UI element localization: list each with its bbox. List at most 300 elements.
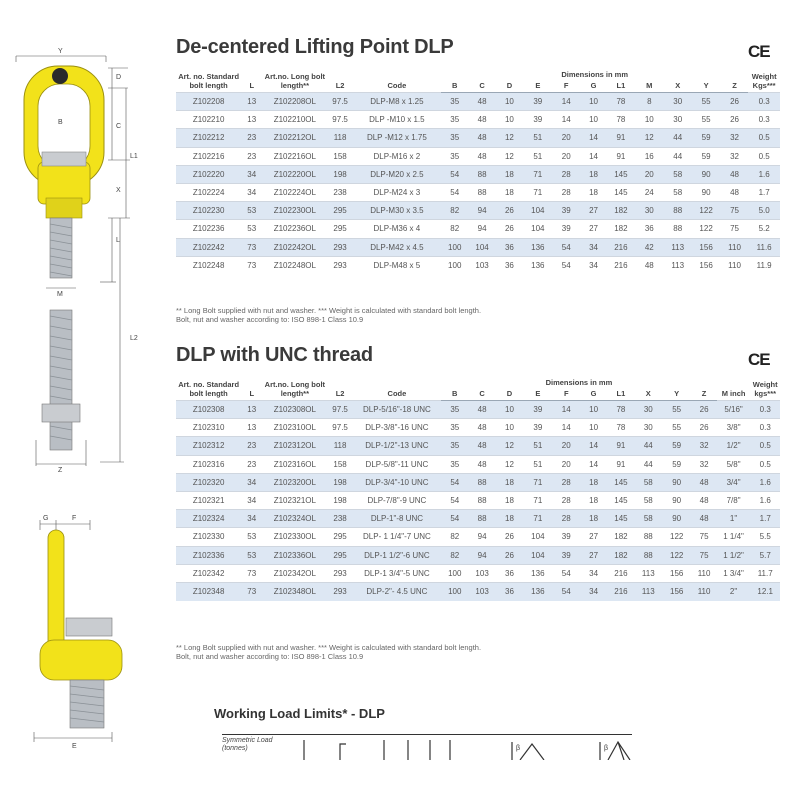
table-cell: 34 [580, 238, 607, 256]
table-cell: 118 [327, 437, 352, 455]
table-cell: 293 [327, 582, 352, 600]
col-d: D [496, 81, 523, 93]
col-dimensions-group: Dimensions in mm [545, 378, 613, 387]
table-cell: 78 [607, 419, 634, 437]
table-cell: DLP-2"- 4.5 UNC [353, 582, 441, 600]
table-cell: 26 [496, 202, 523, 220]
table-row [176, 220, 780, 238]
dlp-metric-table-body [176, 93, 780, 275]
table-cell: 51 [523, 455, 552, 473]
table-cell: 14 [580, 437, 607, 455]
table-cell: 1.6 [748, 165, 780, 183]
table-cell: 90 [691, 165, 720, 183]
dlp-metric-table [176, 66, 780, 274]
table-cell: 91 [607, 129, 634, 147]
table-cell: 75 [691, 528, 716, 546]
table-cell: 5.2 [748, 220, 780, 238]
table-cell: 35 [441, 93, 468, 111]
table-cell: DLP-M16 x 2 [353, 147, 441, 165]
table-cell: 55 [662, 419, 691, 437]
table-cell: 26 [496, 528, 523, 546]
table-cell: 54 [441, 510, 468, 528]
table-cell: 26 [691, 419, 716, 437]
col-art-long: Art.no. Long bolt length** [264, 72, 326, 90]
col-d: D [496, 389, 523, 401]
wll-label-line2: (tonnes) [222, 745, 248, 752]
col-art-long: Art.no. Long bolt length** [264, 380, 326, 398]
table-cell: 82 [441, 220, 468, 238]
table-cell: 10 [580, 401, 607, 419]
table-cell: 1 1/4" [717, 528, 751, 546]
table-cell: 58 [664, 183, 691, 201]
table-row [176, 546, 780, 564]
table-cell: 182 [607, 546, 634, 564]
table-cell: 110 [721, 256, 748, 274]
table-cell: 0.5 [750, 437, 780, 455]
table-cell: 27 [580, 220, 607, 238]
table-cell: Z102230 [176, 202, 241, 220]
table-cell: 104 [523, 202, 552, 220]
table-cell: 18 [580, 473, 607, 491]
col-l1: L1 [607, 389, 634, 401]
table-cell: 48 [468, 401, 495, 419]
col-code: Code [387, 389, 407, 398]
table-cell: 122 [662, 528, 691, 546]
col-code: Code [387, 81, 407, 90]
table-row [176, 437, 780, 455]
table-cell: Z102330OL [262, 528, 327, 546]
table-cell: 39 [523, 401, 552, 419]
table-cell: Z102242OL [262, 238, 327, 256]
table-cell: Z102316OL [262, 455, 327, 473]
table-cell: 0.3 [748, 111, 780, 129]
table-cell: 97.5 [327, 419, 352, 437]
table-cell: 82 [441, 202, 468, 220]
table-cell: 12 [496, 437, 523, 455]
table-row [176, 473, 780, 491]
table-cell: Z102316 [176, 455, 241, 473]
table-cell: 295 [327, 528, 352, 546]
table-cell: 94 [468, 220, 495, 238]
table-cell: DLP -M10 x 1.5 [353, 111, 441, 129]
col-x: X [664, 81, 691, 93]
table-cell: 238 [327, 183, 352, 201]
table-cell: 34 [580, 582, 607, 600]
table-cell: 1.7 [750, 510, 780, 528]
table-cell: 5.7 [750, 546, 780, 564]
table-cell: DLP-3/8"-16 UNC [353, 419, 441, 437]
table-cell: 238 [327, 510, 352, 528]
table-cell: 97.5 [327, 93, 352, 111]
table-cell: 156 [662, 582, 691, 600]
table-cell: 1/2" [717, 437, 751, 455]
table-cell: 10 [496, 419, 523, 437]
table-cell: 53 [241, 202, 262, 220]
table-cell: 39 [553, 528, 580, 546]
table-cell: 32 [691, 455, 716, 473]
table-cell: 54 [553, 256, 580, 274]
table-cell: 295 [327, 546, 352, 564]
beta-angle-label: β [516, 745, 521, 752]
table-cell: 5.5 [750, 528, 780, 546]
table-cell: 293 [327, 238, 352, 256]
table-cell: 73 [241, 564, 262, 582]
section1-note-standard: Bolt, nut and washer according to: ISO 898-1 Class 10.9 [176, 315, 364, 324]
table-cell: 35 [441, 129, 468, 147]
wll-load-icons [290, 736, 650, 760]
table-cell: 90 [662, 491, 691, 509]
table-cell: 156 [662, 564, 691, 582]
table-cell: 34 [241, 183, 262, 201]
table-cell: Z102324 [176, 510, 241, 528]
table-cell: 113 [664, 256, 691, 274]
table-cell: 182 [607, 202, 634, 220]
table-cell: Z102321OL [262, 491, 327, 509]
table-cell: 20 [553, 129, 580, 147]
col-y: Y [691, 81, 720, 93]
table-cell: Z102220OL [262, 165, 327, 183]
table-cell: 94 [468, 546, 495, 564]
table-cell: 103 [468, 256, 495, 274]
col-art-std: Art. no. Standard bolt length [178, 380, 240, 398]
table-cell: 145 [607, 491, 634, 509]
table-cell: 18 [496, 473, 523, 491]
table-cell: 145 [607, 183, 634, 201]
table-cell: DLP-M48 x 5 [353, 256, 441, 274]
table-row [176, 202, 780, 220]
section1-title: De-centered Lifting Point DLP [176, 36, 454, 58]
table-cell: DLP-1/2"-13 UNC [353, 437, 441, 455]
table-cell: 75 [721, 220, 748, 238]
table-cell: DLP-M42 x 4.5 [353, 238, 441, 256]
table-cell: DLP-M24 x 3 [353, 183, 441, 201]
table-cell: Z102210OL [262, 111, 327, 129]
col-x: X [635, 389, 662, 401]
table-cell: 44 [635, 455, 662, 473]
table-cell: 28 [553, 491, 580, 509]
table-cell: 48 [721, 165, 748, 183]
col-l1: L1 [607, 81, 634, 93]
table-cell: 39 [553, 546, 580, 564]
table-cell: Z102342OL [262, 564, 327, 582]
table-cell: 12.1 [750, 582, 780, 600]
table-cell: 58 [664, 165, 691, 183]
table-cell: Z102208OL [262, 93, 327, 111]
table-cell: 39 [523, 93, 552, 111]
table-cell: 14 [553, 93, 580, 111]
table-row [176, 238, 780, 256]
table-cell: 91 [607, 147, 634, 165]
col-y: Y [662, 389, 691, 401]
table-cell: 293 [327, 256, 352, 274]
table-cell: 39 [523, 419, 552, 437]
table-cell: DLP-1 1/2"-6 UNC [353, 546, 441, 564]
table-cell: 34 [241, 473, 262, 491]
table-cell: 198 [327, 491, 352, 509]
table-cell: 18 [580, 183, 607, 201]
table-cell: 75 [721, 202, 748, 220]
table-cell: 0.3 [750, 419, 780, 437]
table-cell: DLP-M36 x 4 [353, 220, 441, 238]
table-cell: 5/8" [717, 455, 751, 473]
table-cell: 12 [496, 455, 523, 473]
table-cell: 71 [523, 165, 552, 183]
table-cell: 88 [664, 202, 691, 220]
table-cell: 26 [721, 93, 748, 111]
table-cell: Z102236 [176, 220, 241, 238]
table-cell: 145 [607, 510, 634, 528]
table-cell: 59 [662, 437, 691, 455]
table-cell: 13 [241, 401, 262, 419]
table-cell: 94 [468, 528, 495, 546]
table-row [176, 455, 780, 473]
table-cell: 44 [664, 129, 691, 147]
table-cell: 20 [635, 165, 664, 183]
table-cell: 1" [717, 510, 751, 528]
table-cell: 73 [241, 582, 262, 600]
table-row [176, 129, 780, 147]
table-cell: 27 [580, 202, 607, 220]
table-cell: 91 [607, 455, 634, 473]
table-cell: 30 [635, 401, 662, 419]
table-cell: 104 [523, 220, 552, 238]
table-cell: 78 [607, 401, 634, 419]
wll-title: Working Load Limits* - DLP [214, 706, 385, 721]
table-cell: 24 [635, 183, 664, 201]
table-cell: 295 [327, 220, 352, 238]
table-row [176, 491, 780, 509]
table-cell: 10 [580, 111, 607, 129]
table-cell: 10 [496, 401, 523, 419]
ce-mark-icon: CE [748, 42, 770, 61]
table-cell: 44 [635, 437, 662, 455]
table-cell: Z102216 [176, 147, 241, 165]
dim-label-l2: L2 [130, 335, 138, 342]
table-cell: 55 [662, 401, 691, 419]
table-cell: Z102308OL [262, 401, 327, 419]
top-bolt-long [42, 310, 80, 450]
table-cell: 48 [468, 93, 495, 111]
table-cell: Z102308 [176, 401, 241, 419]
table-cell: 36 [496, 564, 523, 582]
table-cell: 30 [664, 93, 691, 111]
table-cell: 34 [241, 165, 262, 183]
table-cell: 18 [496, 510, 523, 528]
table-cell: 7/8" [717, 491, 751, 509]
dim-label-g: G [43, 515, 49, 522]
table-cell: Z102330 [176, 528, 241, 546]
col-art-std: Art. no. Standard bolt length [178, 72, 240, 90]
table-row [176, 419, 780, 437]
table-cell: 12 [496, 147, 523, 165]
dim-label-l1: L1 [130, 153, 138, 160]
table-cell: Z102348OL [262, 582, 327, 600]
table-cell: 10 [580, 93, 607, 111]
table-cell: 27 [580, 528, 607, 546]
table-cell: 104 [523, 546, 552, 564]
table-cell: 34 [580, 256, 607, 274]
table-cell: 110 [721, 238, 748, 256]
table-cell: Z102236OL [262, 220, 327, 238]
table-cell: 51 [523, 437, 552, 455]
table-cell: 39 [523, 111, 552, 129]
table-cell: Z102224 [176, 183, 241, 201]
table-row [176, 528, 780, 546]
col-m: M [635, 81, 664, 93]
table-cell: 58 [635, 491, 662, 509]
table-cell: 118 [327, 129, 352, 147]
table-cell: 3/8" [717, 419, 751, 437]
table-cell: 20 [553, 455, 580, 473]
table-cell: Z102242 [176, 238, 241, 256]
col-dimensions-group: Dimensions in mm [561, 70, 629, 79]
table-cell: 48 [721, 183, 748, 201]
top-bolt-short [50, 218, 72, 278]
table-cell: Z102321 [176, 491, 241, 509]
table-cell: 23 [241, 437, 262, 455]
table-cell: 14 [553, 401, 580, 419]
table-cell: 198 [327, 473, 352, 491]
table-cell: 48 [468, 129, 495, 147]
table-cell: 26 [691, 401, 716, 419]
table-cell: 35 [441, 455, 468, 473]
section1-note-long-bolt: ** Long Bolt supplied with nut and washer. *** Weight is calculated with standard bolt length. [176, 306, 482, 315]
table-cell: 36 [635, 220, 664, 238]
table-cell: 59 [662, 455, 691, 473]
table-cell: 78 [607, 93, 634, 111]
table-cell: 0.5 [748, 147, 780, 165]
dim-label-z: Z [58, 467, 63, 474]
table-cell: 48 [468, 437, 495, 455]
table-cell: 1.6 [750, 473, 780, 491]
table-cell: 55 [691, 93, 720, 111]
col-l: L [249, 81, 255, 90]
table-cell: 14 [553, 419, 580, 437]
table-cell: 34 [580, 564, 607, 582]
table-cell: Z102336 [176, 546, 241, 564]
table-cell: 35 [441, 419, 468, 437]
table-cell: 34 [241, 491, 262, 509]
table-row [176, 183, 780, 201]
table-cell: 104 [523, 528, 552, 546]
table-cell: 5/16" [717, 401, 751, 419]
table-cell: 39 [553, 220, 580, 238]
wll-symmetric-load-label [222, 737, 273, 753]
dim-label-x: X [116, 187, 121, 194]
two-leg-sling-icon [520, 744, 544, 760]
col-e: E [523, 81, 552, 93]
table-cell: 88 [468, 510, 495, 528]
table-cell: 97.5 [327, 401, 352, 419]
col-l: L [249, 389, 255, 398]
table-cell: 11.9 [748, 256, 780, 274]
table-cell: 145 [607, 473, 634, 491]
table-cell: Z102248OL [262, 256, 327, 274]
table-cell: 59 [691, 147, 720, 165]
table-cell: 35 [441, 111, 468, 129]
col-weight: Weight kgs*** [752, 380, 778, 398]
table-cell: 100 [441, 256, 468, 274]
table-cell: 48 [468, 419, 495, 437]
table-cell: 71 [523, 183, 552, 201]
table-cell: 14 [580, 129, 607, 147]
table-cell: DLP-3/4"-10 UNC [353, 473, 441, 491]
table-cell: 113 [635, 564, 662, 582]
table-cell: 10 [496, 111, 523, 129]
table-cell: 32 [721, 129, 748, 147]
table-cell: 54 [441, 473, 468, 491]
table-cell: 48 [468, 147, 495, 165]
table-cell: 136 [523, 582, 552, 600]
table-cell: 54 [553, 238, 580, 256]
table-cell: 30 [635, 202, 664, 220]
product-drawings [0, 0, 170, 800]
table-cell: DLP-M20 x 2.5 [353, 165, 441, 183]
col-b: B [441, 81, 468, 93]
table-cell: 88 [635, 528, 662, 546]
table-cell: 97.5 [327, 111, 352, 129]
col-l2: L2 [335, 389, 345, 398]
table-cell: 54 [441, 183, 468, 201]
table-cell: 36 [496, 582, 523, 600]
table-cell: Z102324OL [262, 510, 327, 528]
table-cell: 75 [691, 546, 716, 564]
table-cell: 145 [607, 165, 634, 183]
wll-divider [222, 734, 632, 735]
col-l2: L2 [335, 81, 345, 90]
table-cell: 122 [662, 546, 691, 564]
table-cell: 136 [523, 564, 552, 582]
table-cell: 156 [691, 238, 720, 256]
table-row [176, 111, 780, 129]
table-cell: 1.6 [750, 491, 780, 509]
table-cell: 136 [523, 238, 552, 256]
table-cell: 16 [635, 147, 664, 165]
ce-mark-icon: CE [748, 350, 770, 369]
table-cell: 39 [553, 202, 580, 220]
table-cell: 18 [496, 183, 523, 201]
table-cell: 91 [607, 437, 634, 455]
dlp-unc-table-body [176, 401, 780, 601]
table-cell: 58 [635, 473, 662, 491]
table-cell: Z102248 [176, 256, 241, 274]
table-cell: 158 [327, 455, 352, 473]
table-cell: 53 [241, 546, 262, 564]
table-cell: 13 [241, 111, 262, 129]
table-cell: Z102320OL [262, 473, 327, 491]
table-cell: 122 [691, 202, 720, 220]
table-cell: 28 [553, 473, 580, 491]
table-cell: 71 [523, 510, 552, 528]
table-cell: 104 [468, 238, 495, 256]
col-g: G [580, 389, 607, 401]
table-cell: 30 [664, 111, 691, 129]
table-cell: 48 [691, 491, 716, 509]
table-cell: Z102312OL [262, 437, 327, 455]
table-row [176, 564, 780, 582]
dim-label-l: L [116, 237, 120, 244]
table-cell: 82 [441, 528, 468, 546]
table-cell: 88 [664, 220, 691, 238]
table-cell: 18 [496, 165, 523, 183]
table-cell: 10 [580, 419, 607, 437]
table-cell: 113 [635, 582, 662, 600]
table-cell: 48 [691, 510, 716, 528]
table-cell: DLP-5/8"-11 UNC [353, 455, 441, 473]
table-cell: 26 [721, 111, 748, 129]
table-cell: 34 [241, 510, 262, 528]
table-cell: 1 3/4" [717, 564, 751, 582]
